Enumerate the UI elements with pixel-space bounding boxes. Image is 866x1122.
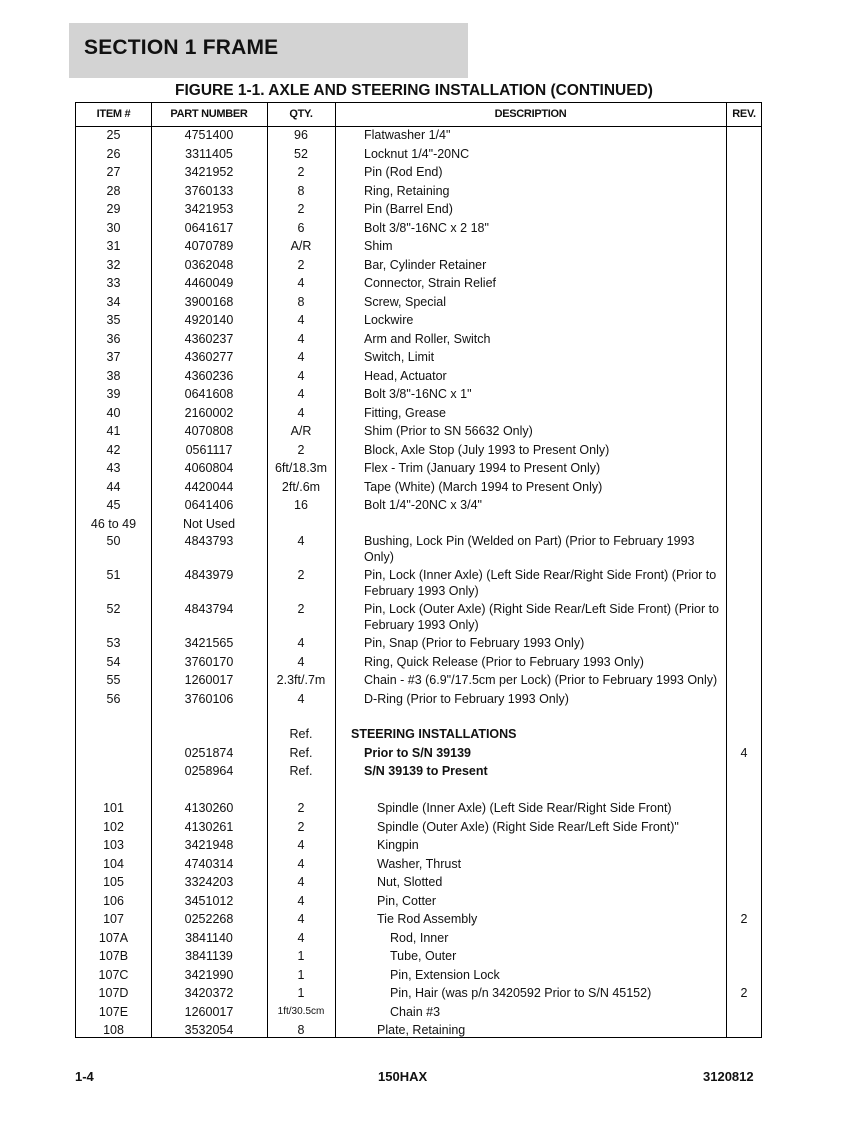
part-number-cell: Not Used (182, 516, 236, 531)
part-number-cell: 4751400 (184, 128, 234, 142)
item-number-cell: 33 (106, 276, 121, 290)
item-number-cell: 44 (106, 479, 121, 494)
description-cell: Pin, Hair (was p/n 3420592 Prior to S/N 45152) (390, 986, 652, 1000)
item-number-cell: 107B (98, 949, 129, 963)
part-number-cell: 4420044 (184, 479, 234, 494)
item-number-cell: 107A (98, 930, 129, 945)
part-number-cell: 3421953 (184, 202, 234, 216)
item-number-cell: 31 (106, 239, 121, 253)
part-number-cell: 4740314 (184, 856, 234, 871)
column-header-description: DESCRIPTION (494, 108, 567, 120)
description-cell: Ring, Quick Release (Prior to February 1993 Only) (364, 654, 644, 669)
quantity-cell: 16 (294, 498, 308, 512)
part-number-cell: 3760133 (184, 183, 234, 198)
item-number-cell: 35 (106, 313, 121, 327)
item-number-cell: 106 (103, 893, 124, 908)
description-cell: Pin, Lock (Inner Axle) (Left Side Rear/Right Side Front) (Prior to February 1993 Only) (364, 568, 717, 598)
part-number-cell: 0641406 (184, 498, 234, 512)
description-cell: Prior to S/N 39139 (364, 745, 471, 760)
part-number-cell: 3311405 (185, 146, 233, 161)
part-number-cell: 3841140 (185, 930, 233, 945)
quantity-cell: 1 (297, 986, 305, 1000)
parts-table (75, 102, 762, 1038)
quantity-cell: 4 (297, 930, 305, 945)
part-number-cell: 3324203 (184, 875, 234, 889)
quantity-cell: 4 (297, 875, 305, 889)
part-number-cell: 4360237 (184, 331, 234, 346)
part-number-cell: 3900168 (184, 294, 234, 309)
column-divider (335, 103, 336, 1037)
item-number-cell: 54 (106, 654, 121, 669)
description-cell: Pin (Rod End) (364, 165, 443, 179)
description-cell: Chain - #3 (6.9"/17.5cm per Lock) (Prior to February 1993 Only) (364, 673, 718, 687)
revision-cell: 2 (740, 912, 748, 926)
revision-cell: 2 (740, 986, 748, 1000)
part-number-cell: 4130260 (184, 801, 234, 815)
part-number-cell: 1260017 (184, 1004, 234, 1019)
description-cell: Screw, Special (364, 294, 446, 309)
quantity-cell: 1 (297, 967, 305, 982)
description-cell: Shim (364, 239, 393, 253)
description-cell: Locknut 1/4"-20NC (364, 146, 470, 161)
part-number-cell: 0362048 (184, 257, 234, 272)
description-cell: Spindle (Outer Axle) (Right Side Rear/Left Side Front)" (377, 819, 679, 834)
quantity-cell: 4 (297, 313, 305, 327)
description-cell: Bushing, Lock Pin (Welded on Part) (Prior to February 1993 Only) (364, 534, 695, 564)
description-cell: Tube, Outer (390, 949, 457, 963)
item-number-cell: 107D (98, 986, 129, 1000)
description-cell: Nut, Slotted (377, 875, 443, 889)
item-number-cell: 28 (106, 183, 121, 198)
part-number-cell: 3532054 (184, 1023, 234, 1037)
part-number-cell: 3421952 (184, 165, 234, 179)
item-number-cell: 42 (106, 442, 121, 457)
description-cell: Washer, Thrust (377, 856, 462, 871)
quantity-cell: 4 (297, 654, 305, 669)
item-number-cell: 37 (106, 350, 121, 364)
column-header-rev: REV. (732, 108, 756, 120)
part-number-cell: 3760170 (184, 654, 234, 669)
part-number-cell: 3841139 (185, 949, 233, 963)
quantity-cell: 2 (297, 568, 305, 582)
description-cell: Bar, Cylinder Retainer (364, 257, 487, 272)
part-number-cell: 3760106 (184, 691, 234, 706)
item-number-cell: 104 (103, 856, 124, 871)
part-number-cell: 0258964 (184, 764, 234, 778)
description-cell: Block, Axle Stop (July 1993 to Present Only) (364, 442, 610, 457)
item-number-cell: 27 (106, 165, 121, 179)
item-number-cell: 30 (106, 220, 121, 235)
quantity-cell: 8 (297, 294, 305, 309)
document-number: 3120812 (703, 1069, 754, 1084)
part-number-cell: 0561117 (185, 442, 233, 457)
quantity-cell: 2 (297, 801, 305, 815)
item-number-cell: 39 (106, 387, 121, 401)
part-number-cell: 3421990 (184, 967, 234, 982)
quantity-cell: A/R (290, 424, 312, 438)
quantity-cell: 4 (297, 856, 305, 871)
item-number-cell: 107E (98, 1004, 129, 1019)
item-number-cell: 52 (106, 602, 121, 616)
description-cell: Tie Rod Assembly (377, 912, 478, 926)
model-name: 150HAX (378, 1069, 428, 1084)
part-number-cell: 1260017 (184, 673, 234, 687)
description-cell: Shim (Prior to SN 56632 Only) (364, 424, 533, 438)
part-number-cell: 4070808 (184, 424, 234, 438)
item-number-cell: 34 (106, 294, 121, 309)
quantity-cell: 4 (297, 893, 305, 908)
item-number-cell: 36 (106, 331, 121, 346)
item-number-cell: 29 (106, 202, 121, 216)
description-cell: Fitting, Grease (364, 405, 446, 420)
description-cell: Connector, Strain Relief (364, 276, 497, 290)
item-number-cell: 56 (106, 691, 121, 706)
part-number-cell: 4360277 (184, 350, 234, 364)
quantity-cell: 2ft/.6m (281, 479, 321, 494)
part-number-cell: 4920140 (184, 313, 234, 327)
item-number-cell: 105 (103, 875, 124, 889)
description-cell: Head, Actuator (364, 368, 447, 383)
part-number-cell: 4130261 (184, 819, 234, 834)
part-number-cell: 3421565 (184, 636, 234, 650)
part-number-cell: 4070789 (184, 239, 234, 253)
part-number-cell: 0252268 (184, 912, 234, 926)
description-cell: Pin (Barrel End) (364, 202, 453, 216)
quantity-cell: 6 (297, 220, 305, 235)
part-number-cell: 3451012 (184, 893, 234, 908)
description-cell: Switch, Limit (364, 350, 435, 364)
column-header-item: ITEM # (96, 108, 131, 120)
quantity-cell: 8 (297, 1023, 305, 1037)
column-header-part-number: PART NUMBER (170, 108, 248, 120)
section-title: SECTION 1 FRAME (84, 36, 279, 59)
quantity-cell: Ref. (289, 727, 313, 741)
description-cell: Flex - Trim (January 1994 to Present Only) (364, 461, 601, 475)
part-number-cell: 2160002 (184, 405, 234, 420)
quantity-cell: 2.3ft/.7m (276, 673, 326, 687)
quantity-cell: 1 (297, 949, 305, 963)
item-number-cell: 107 (103, 912, 124, 926)
description-cell: Pin, Lock (Outer Axle) (Right Side Rear/Left Side Front) (Prior to February 1993 Only) (364, 602, 719, 632)
description-cell: Bolt 3/8"-16NC x 2 18" (364, 220, 489, 235)
item-number-cell: 26 (106, 146, 121, 161)
quantity-cell: 2 (297, 165, 305, 179)
quantity-cell: 4 (297, 636, 305, 650)
description-cell: Spindle (Inner Axle) (Left Side Rear/Right Side Front) (377, 801, 672, 815)
item-number-cell: 41 (106, 424, 121, 438)
part-number-cell: 0251874 (184, 745, 234, 760)
description-cell: Bolt 1/4"-20NC x 3/4" (364, 498, 482, 512)
quantity-cell: 4 (297, 691, 305, 706)
part-number-cell: 4843794 (184, 602, 234, 616)
item-number-cell: 108 (103, 1023, 124, 1037)
quantity-cell: 52 (294, 146, 308, 161)
quantity-cell: 4 (297, 838, 305, 852)
quantity-cell: 6ft/18.3m (274, 461, 328, 475)
part-number-cell: 4060804 (184, 461, 234, 475)
item-number-cell: 101 (103, 801, 124, 815)
part-number-cell: 4843979 (184, 568, 234, 582)
description-cell: Rod, Inner (390, 930, 449, 945)
quantity-cell: 4 (297, 912, 305, 926)
description-cell: Plate, Retaining (377, 1023, 466, 1037)
description-cell: Pin, Cotter (377, 893, 437, 908)
table-header (76, 103, 761, 127)
quantity-cell: 96 (294, 128, 308, 142)
item-number-cell: 102 (103, 819, 124, 834)
quantity-cell: 2 (297, 202, 305, 216)
page-number: 1-4 (75, 1069, 94, 1084)
quantity-cell: 4 (297, 405, 305, 420)
description-cell: Bolt 3/8"-16NC x 1" (364, 387, 472, 401)
item-number-cell: 40 (106, 405, 121, 420)
quantity-cell: 2 (297, 602, 305, 616)
description-cell: Lockwire (364, 313, 414, 327)
quantity-cell: 2 (297, 442, 305, 457)
item-number-cell: 50 (106, 534, 121, 548)
item-number-cell: 43 (106, 461, 121, 475)
item-number-cell: 51 (106, 568, 121, 582)
description-cell: Kingpin (377, 838, 419, 852)
description-cell: Tape (White) (March 1994 to Present Only) (364, 479, 603, 494)
part-number-cell: 0641608 (184, 387, 234, 401)
quantity-cell: A/R (290, 239, 312, 253)
quantity-cell: 4 (297, 350, 305, 364)
quantity-cell: 1ft/30.5cm (277, 1005, 325, 1017)
description-cell: D-Ring (Prior to February 1993 Only) (364, 691, 569, 706)
item-number-cell: 45 (106, 498, 121, 512)
item-number-cell: 32 (106, 257, 121, 272)
part-number-cell: 3421948 (184, 838, 234, 852)
quantity-cell: 4 (297, 368, 305, 383)
description-cell: S/N 39139 to Present (364, 764, 488, 778)
column-header-qty: QTY. (289, 108, 313, 120)
quantity-cell: 2 (297, 257, 305, 272)
quantity-cell: Ref. (289, 745, 313, 760)
description-cell: Flatwasher 1/4" (364, 128, 451, 142)
item-number-cell: 25 (106, 128, 121, 142)
item-number-cell: 55 (106, 673, 121, 687)
item-number-cell: 46 to 49 (90, 516, 137, 531)
description-cell: Pin, Snap (Prior to February 1993 Only) (364, 636, 585, 650)
item-number-cell: 38 (106, 368, 121, 383)
description-cell: Ring, Retaining (364, 183, 450, 198)
revision-cell: 4 (740, 745, 748, 760)
quantity-cell: 2 (297, 819, 305, 834)
description-cell: STEERING INSTALLATIONS (351, 727, 517, 741)
item-number-cell: 53 (106, 636, 121, 650)
quantity-cell: 4 (297, 534, 305, 548)
description-cell: Chain #3 (390, 1004, 441, 1019)
quantity-cell: Ref. (289, 764, 313, 778)
description-cell: Pin, Extension Lock (390, 967, 500, 982)
item-number-cell: 103 (103, 838, 124, 852)
part-number-cell: 4843793 (184, 534, 234, 548)
part-number-cell: 4460049 (184, 276, 234, 290)
quantity-cell: 4 (297, 387, 305, 401)
item-number-cell: 107C (98, 967, 129, 982)
figure-title: FIGURE 1-1. AXLE AND STEERING INSTALLATION (CONTINUED) (175, 82, 653, 99)
part-number-cell: 3420372 (184, 986, 234, 1000)
part-number-cell: 4360236 (184, 368, 234, 383)
part-number-cell: 0641617 (184, 220, 234, 235)
quantity-cell: 4 (297, 276, 305, 290)
quantity-cell: 8 (297, 183, 305, 198)
quantity-cell: 4 (297, 331, 305, 346)
description-cell: Arm and Roller, Switch (364, 331, 491, 346)
